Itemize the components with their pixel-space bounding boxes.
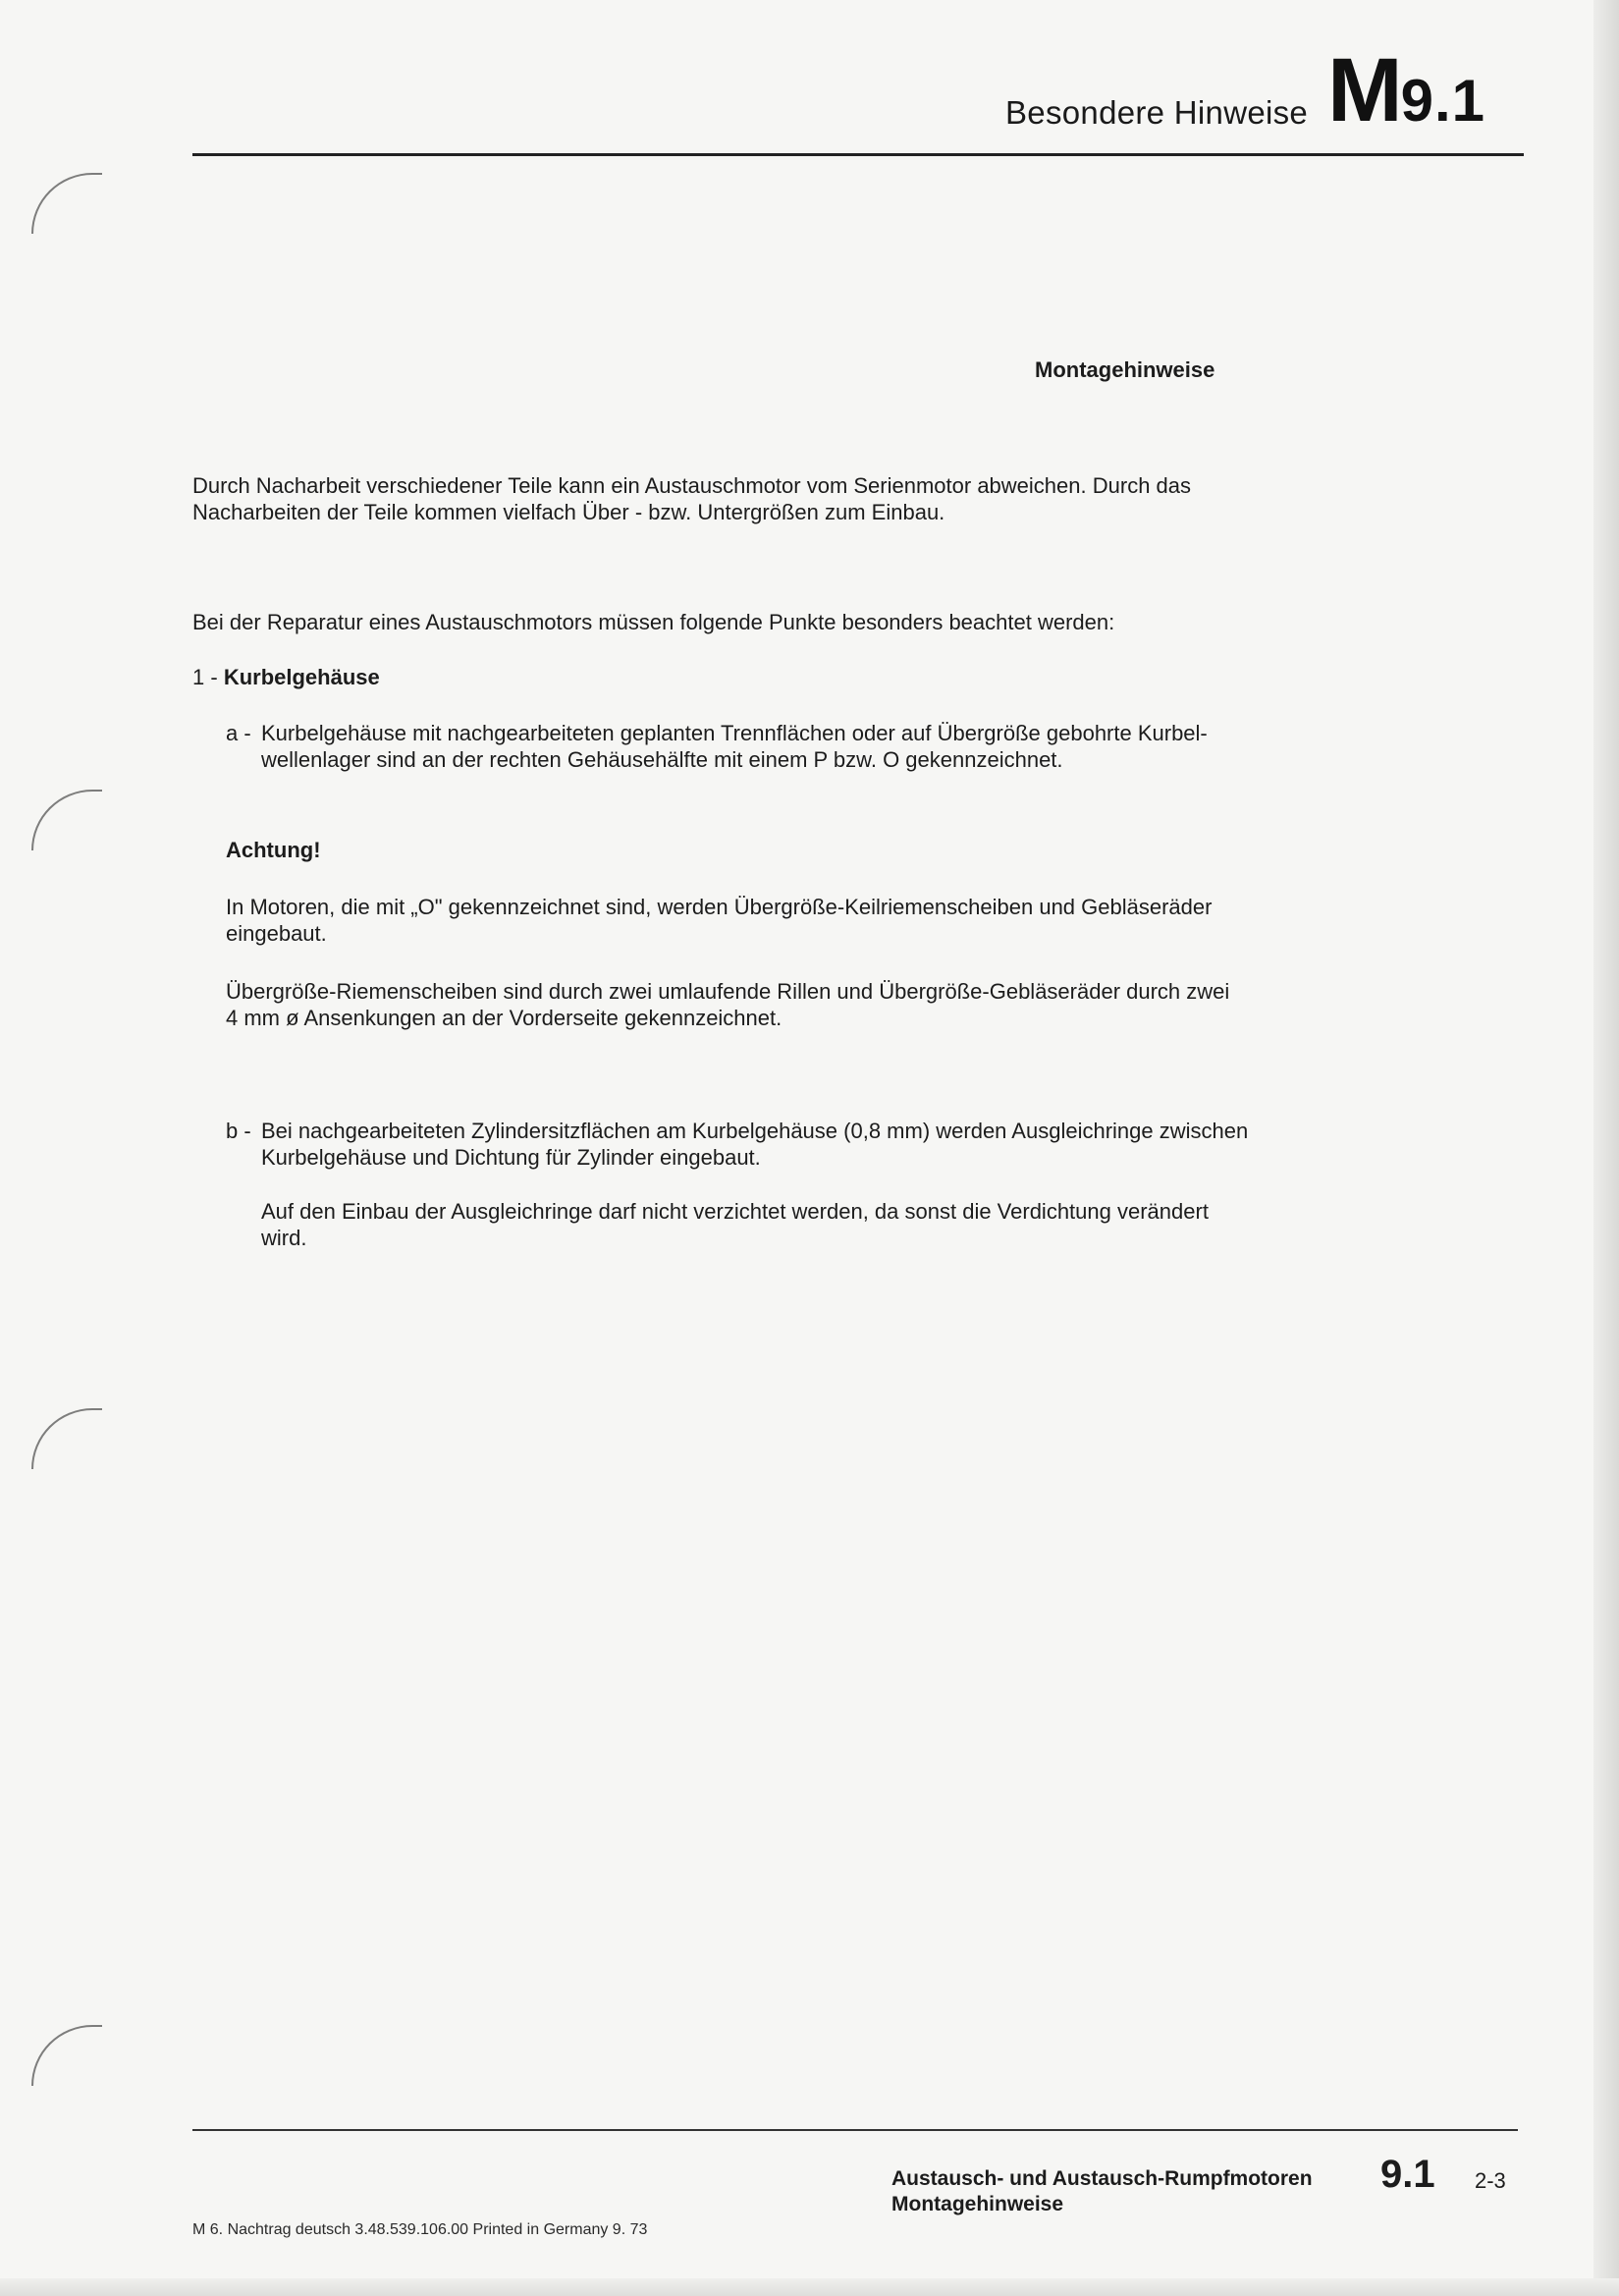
warning-line: In Motoren, die mit „O" gekennzeichnet sind, werden Übergröße-Keilriemenscheiben und Gebläseräder — [226, 895, 1213, 919]
footer-page-number: 2-3 — [1475, 2168, 1506, 2193]
warning-line: 4 mm ø Ansenkungen an der Vorderseite gekennzeichnet. — [226, 1006, 783, 1030]
footer-rule — [192, 2129, 1518, 2131]
warning-paragraph-1 — [226, 894, 1212, 947]
item-1b-line: Bei nachgearbeiteten Zylindersitzflächen am Kurbelgehäuse (0,8 mm) werden Ausgleichringe zwischen — [261, 1119, 1249, 1143]
warning-label: Achtung! — [226, 838, 321, 862]
intro-paragraph — [192, 472, 1191, 525]
scan-edge-right — [1593, 0, 1619, 2296]
item-1b-line: Kurbelgehäuse und Dichtung für Zylinder eingebaut. — [261, 1145, 761, 1170]
binder-hole-mark — [31, 173, 102, 234]
item-1a-line: wellenlager sind an der rechten Gehäusehälfte mit einem P bzw. O gekennzeichnet. — [261, 747, 1063, 772]
page-header-code — [1327, 40, 1486, 140]
header-code-number: 9.1 — [1400, 68, 1486, 134]
warning-paragraph-2 — [226, 978, 1229, 1031]
header-rule — [192, 153, 1524, 156]
footer-title — [891, 2166, 1313, 2217]
header-code-letter: M — [1327, 40, 1401, 140]
item-1b-marker: b - — [226, 1119, 251, 1143]
item-1a-line: Kurbelgehäuse mit nachgearbeiteten geplanten Trennflächen oder auf Übergröße gebohrte Kurbel- — [261, 721, 1208, 745]
item-1b-note-line: wird. — [261, 1226, 307, 1250]
item-1-label: Kurbelgehäuse — [223, 665, 380, 689]
intro-line: Nacharbeiten der Teile kommen vielfach Über - bzw. Untergrößen zum Einbau. — [192, 500, 945, 524]
footer-title-line: Austausch- und Austausch-Rumpfmotoren — [891, 2167, 1313, 2190]
item-1-heading — [192, 664, 380, 690]
binder-hole-mark — [31, 2025, 102, 2086]
footer-section-code: 9.1 — [1380, 2153, 1435, 2196]
warning-line: eingebaut. — [226, 921, 327, 946]
binder-hole-mark — [31, 790, 102, 850]
warning-line: Übergröße-Riemenscheiben sind durch zwei umlaufende Rillen und Übergröße-Gebläseräder durch zwei — [226, 979, 1230, 1004]
item-1a-text — [261, 720, 1208, 773]
item-1a-marker: a - — [226, 721, 251, 745]
footer-imprint: M 6. Nachtrag deutsch 3.48.539.106.00 Printed in Germany 9. 73 — [192, 2221, 648, 2238]
intro-line: Durch Nacharbeit verschiedener Teile kann ein Austauschmotor vom Serienmotor abweichen. Durch das — [192, 473, 1192, 498]
item-1b-text — [261, 1118, 1248, 1171]
scan-edge-bottom — [0, 2278, 1619, 2296]
binder-hole-mark — [31, 1408, 102, 1469]
item-1b-note — [261, 1198, 1209, 1251]
page-header-title: Besondere Hinweise — [1005, 94, 1309, 131]
item-1-number: 1 - — [192, 665, 218, 689]
footer-title-line: Montagehinweise — [891, 2193, 1064, 2215]
item-1b-note-line: Auf den Einbau der Ausgleichringe darf nicht verzichtet werden, da sonst die Verdichtung verändert — [261, 1199, 1209, 1224]
repair-note: Bei der Reparatur eines Austauschmotors müssen folgende Punkte besonders beachtet werden: — [192, 610, 1115, 634]
section-heading: Montagehinweise — [1035, 357, 1215, 382]
